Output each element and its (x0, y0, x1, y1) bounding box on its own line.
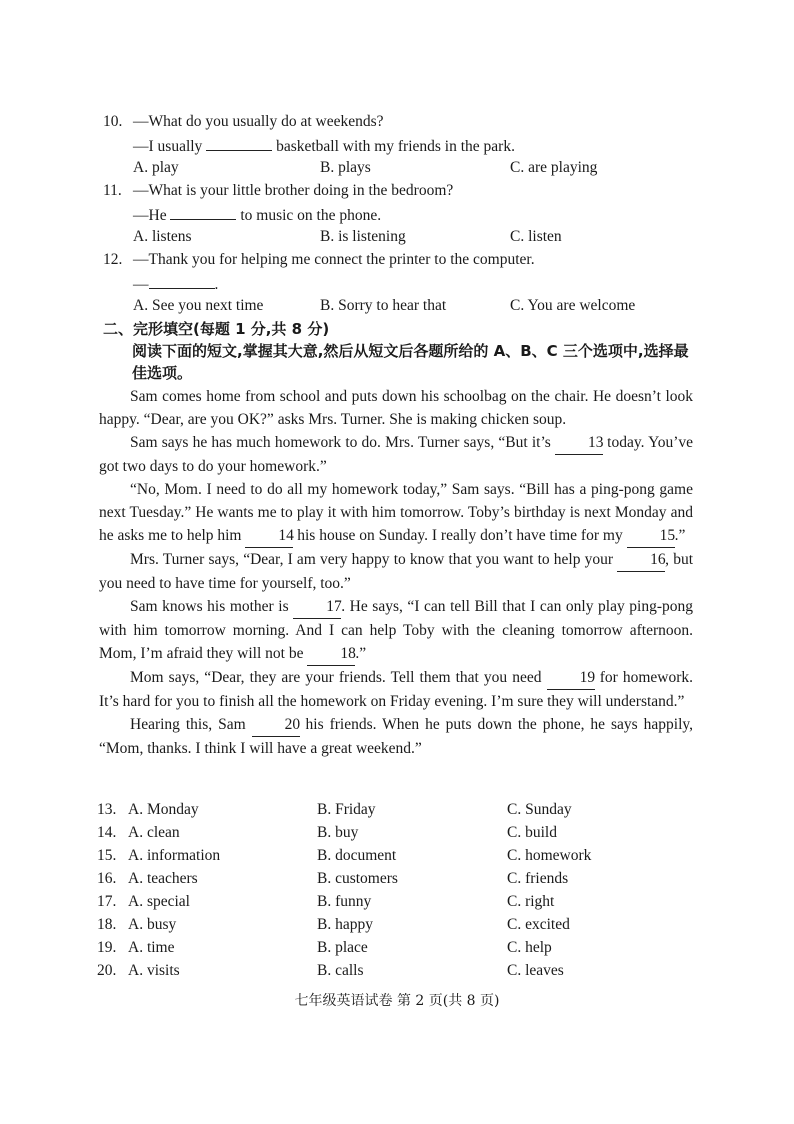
page-footer: 七年级英语试卷 第 2 页(共 8 页) (294, 993, 500, 1009)
passage-paragraph: Mrs. Turner says, “Dear, I am very happy to know that you want to help your 16, but you need to have time for yourself, too.” (99, 548, 693, 595)
question-number: 12. (103, 251, 123, 268)
question-response: —I usually basketball with my friends in the park. (133, 135, 515, 157)
question-number: 11. (103, 182, 122, 199)
passage-paragraph: “No, Mom. I need to do all my homework today,” Sam says. “Bill has a ping-pong game next Tuesday.” He wants me to play it with him tomorrow. Toby’s birthday is next Monday and he asks me to help him 14 his house on Sunday. I really don’t have time for my 15.” (99, 478, 693, 548)
section-instruction: 阅读下面的短文,掌握其大意,然后从短文后各题所给的 A、B、C 三个选项中,选择最佳选项。 (132, 342, 689, 382)
blank-19: 19 (547, 666, 595, 690)
option-c: C. friends (507, 870, 569, 887)
option-a: A. Monday (128, 801, 199, 818)
answer-blank (206, 135, 272, 151)
option-b: B. Friday (317, 801, 376, 818)
question-response: —He to music on the phone. (133, 204, 381, 226)
blank-16: 16 (617, 548, 665, 572)
passage-paragraph: Mom says, “Dear, they are your friends. Tell them that you need 19 for homework. It’s hard for you to finish all the homework on Friday evening. I’m sure they will understand.” (99, 666, 693, 713)
question-response: — . (133, 273, 218, 295)
option-c: C. homework (507, 847, 592, 864)
answer-number: 15. (97, 847, 117, 864)
option-c: C. listen (510, 228, 562, 245)
answer-number: 14. (97, 824, 117, 841)
answer-blank (149, 273, 215, 289)
option-a: A. teachers (128, 870, 198, 887)
option-b: B. is listening (320, 228, 406, 245)
option-b: B. plays (320, 159, 371, 176)
option-c: C. build (507, 824, 557, 841)
answer-number: 19. (97, 939, 117, 956)
passage-paragraph: Sam knows his mother is 17. He says, “I can tell Bill that I can only play ping-pong with him tomorrow morning. And I can help Toby with the cleaning tomorrow afternoon. Mom, I’m afraid they will not be 18.” (99, 595, 693, 666)
option-b: B. place (317, 939, 368, 956)
option-a: A. busy (128, 916, 177, 933)
blank-13: 13 (555, 431, 603, 455)
question-number: 10. (103, 113, 123, 130)
blank-17: 17 (293, 595, 341, 619)
option-a: A. information (128, 847, 221, 864)
option-b: B. calls (317, 962, 364, 979)
cloze-passage (99, 385, 693, 760)
blank-18: 18 (307, 642, 355, 666)
option-a: A. clean (128, 824, 180, 841)
option-a: A. time (128, 939, 175, 956)
option-b: B. happy (317, 916, 373, 933)
question-prompt: —Thank you for helping me connect the printer to the computer. (133, 251, 535, 268)
passage-paragraph: Sam comes home from school and puts down his schoolbag on the chair. He doesn’t look happy. “Dear, are you OK?” asks Mrs. Turner. She is making chicken soup. (99, 388, 693, 428)
option-b: B. funny (317, 893, 372, 910)
answer-number: 16. (97, 870, 117, 887)
option-c: C. Sunday (507, 801, 572, 818)
passage-paragraph: Hearing this, Sam 20 his friends. When he puts down the phone, he says happily, “Mom, thanks. I think I will have a great weekend.” (99, 713, 693, 760)
option-b: B. document (317, 847, 397, 864)
option-a: A. See you next time (133, 297, 264, 314)
answer-number: 13. (97, 801, 117, 818)
answer-number: 20. (97, 962, 117, 979)
answer-blank (170, 204, 236, 220)
option-c: C. right (507, 893, 555, 910)
blank-14: 14 (245, 524, 293, 548)
option-a: A. special (128, 893, 190, 910)
option-b: B. Sorry to hear that (320, 297, 447, 314)
blank-20: 20 (252, 713, 300, 737)
question-prompt: —What is your little brother doing in the bedroom? (133, 182, 454, 199)
section-title: 二、完形填空(每题 1 分,共 8 分) (103, 320, 330, 338)
option-b: B. customers (317, 870, 398, 887)
option-c: C. are playing (510, 159, 598, 176)
option-c: C. excited (507, 916, 570, 933)
answer-number: 17. (97, 893, 117, 910)
option-a: A. visits (128, 962, 180, 979)
blank-15: 15 (627, 524, 675, 548)
question-prompt: —What do you usually do at weekends? (133, 113, 384, 130)
option-c: C. help (507, 939, 552, 956)
option-b: B. buy (317, 824, 359, 841)
passage-paragraph: Sam says he has much homework to do. Mrs. Turner says, “But it’s 13 today. You’ve got two days to do your homework.” (99, 431, 693, 478)
option-a: A. listens (133, 228, 192, 245)
option-c: C. You are welcome (510, 297, 636, 314)
option-a: A. play (133, 159, 179, 176)
option-c: C. leaves (507, 962, 564, 979)
answer-number: 18. (97, 916, 117, 933)
